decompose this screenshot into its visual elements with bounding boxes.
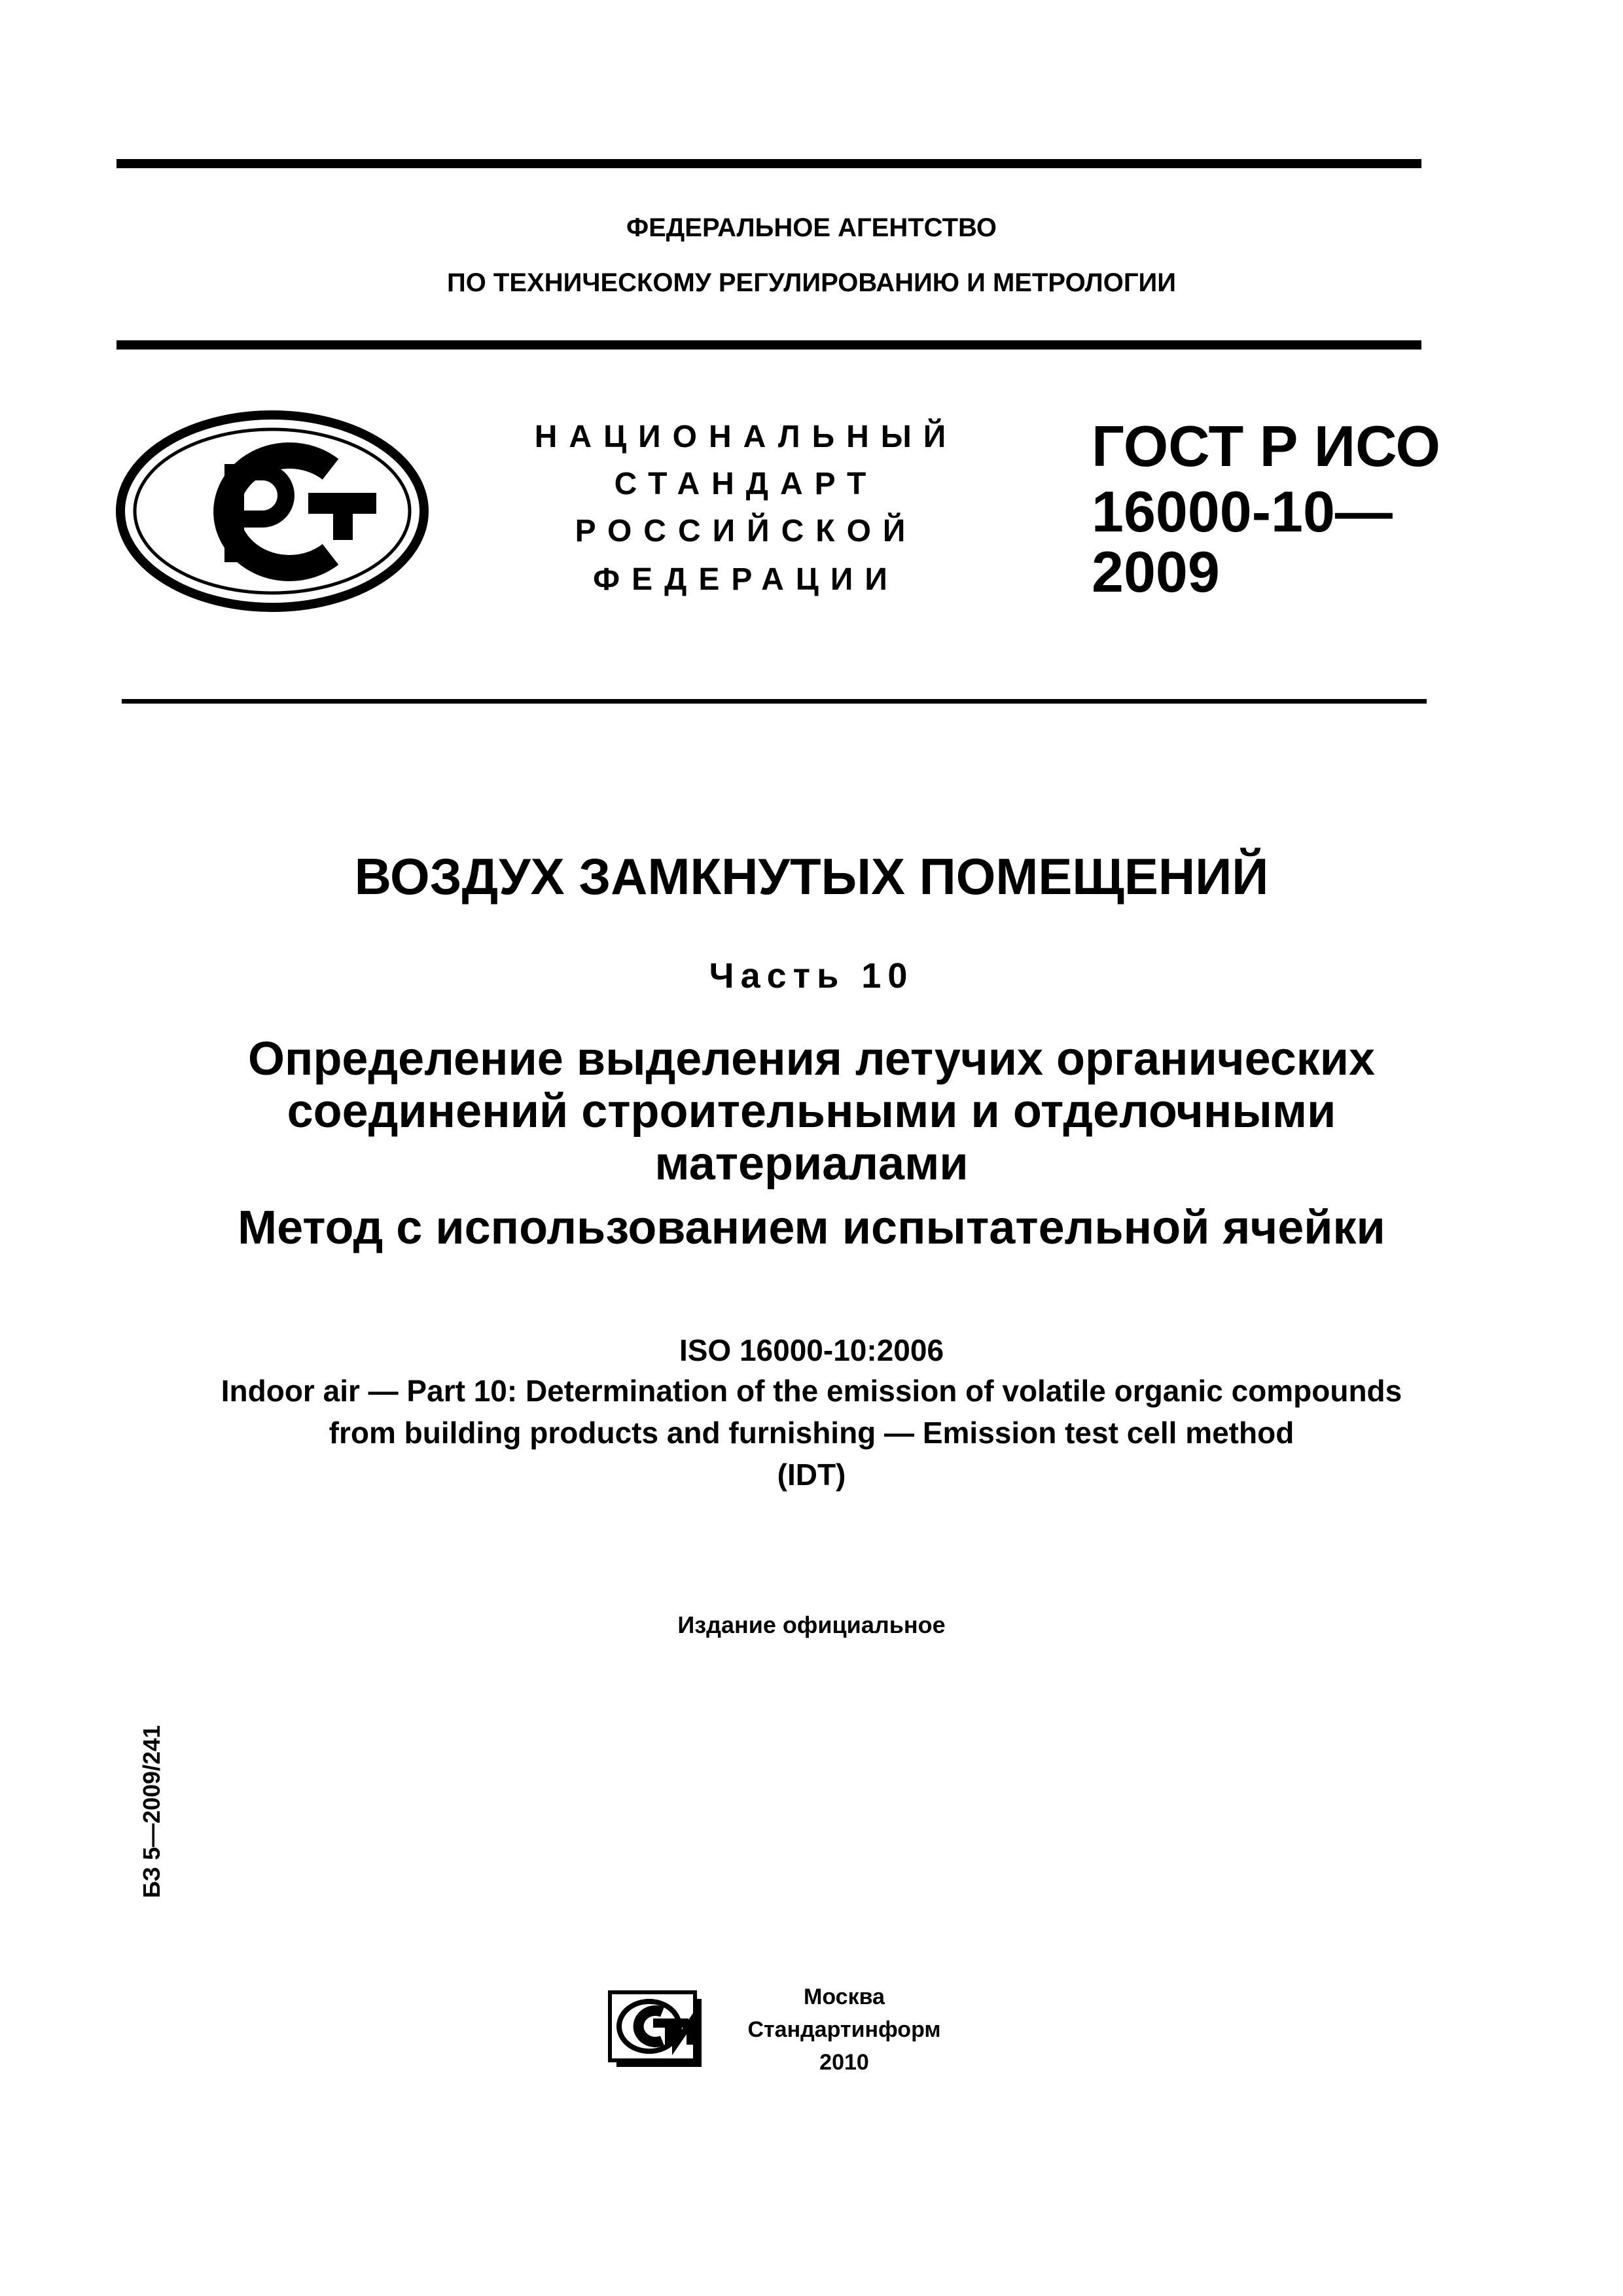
standard-type-line4: ФЕДЕРАЦИИ xyxy=(593,562,899,597)
agency-name-line1: ФЕДЕРАЛЬНОЕ АГЕНТСТВО xyxy=(626,213,997,242)
subtitle-line3: материалами xyxy=(654,1138,969,1190)
gost-r-logo xyxy=(115,409,430,613)
edition-label: Издание официальное xyxy=(677,1611,946,1638)
publisher-city: Москва xyxy=(804,1984,885,2009)
publication-year: 2010 xyxy=(819,2050,869,2075)
catalog-code: БЗ 5—2009/241 xyxy=(138,1725,165,1898)
standard-type-line3: РОССИЙСКОЙ xyxy=(575,514,918,548)
method-title: Метод с использованием испытательной ячейки xyxy=(238,1202,1385,1254)
iso-title-line2: from building products and furnishing — Emission test cell method xyxy=(329,1416,1294,1450)
iso-number: ISO 16000-10:2006 xyxy=(679,1333,944,1367)
standard-designation-line1: ГОСТ Р ИСО xyxy=(1092,414,1440,478)
standard-designation-line3: 2009 xyxy=(1092,539,1220,604)
subtitle-line1: Определение выделения летучих органических xyxy=(247,1033,1376,1085)
part-number: Часть 10 xyxy=(709,956,914,996)
agency-name-line2: ПО ТЕХНИЧЕСКОМУ РЕГУЛИРОВАНИЮ И МЕТРОЛОГИИ xyxy=(446,268,1177,297)
top-rule xyxy=(116,159,1421,168)
iso-title-line1: Indoor air — Part 10: Determination of the emission of volatile organic compounds xyxy=(221,1374,1402,1408)
document-title: ВОЗДУХ ЗАМКНУТЫХ ПОМЕЩЕНИЙ xyxy=(354,848,1269,905)
identity-marker: (IDT) xyxy=(777,1458,846,1492)
standard-type-line2: СТАНДАРТ xyxy=(614,467,878,501)
title-rule xyxy=(122,699,1427,704)
publisher-logo xyxy=(607,1990,705,2070)
standard-type-line1: НАЦИОНАЛЬНЫЙ xyxy=(534,420,958,454)
standard-designation-line2: 16000-10— xyxy=(1092,479,1393,544)
publisher-name: Стандартинформ xyxy=(747,2017,941,2042)
subtitle-line2: соединений строительными и отделочными xyxy=(287,1085,1336,1138)
header-rule xyxy=(116,340,1421,350)
